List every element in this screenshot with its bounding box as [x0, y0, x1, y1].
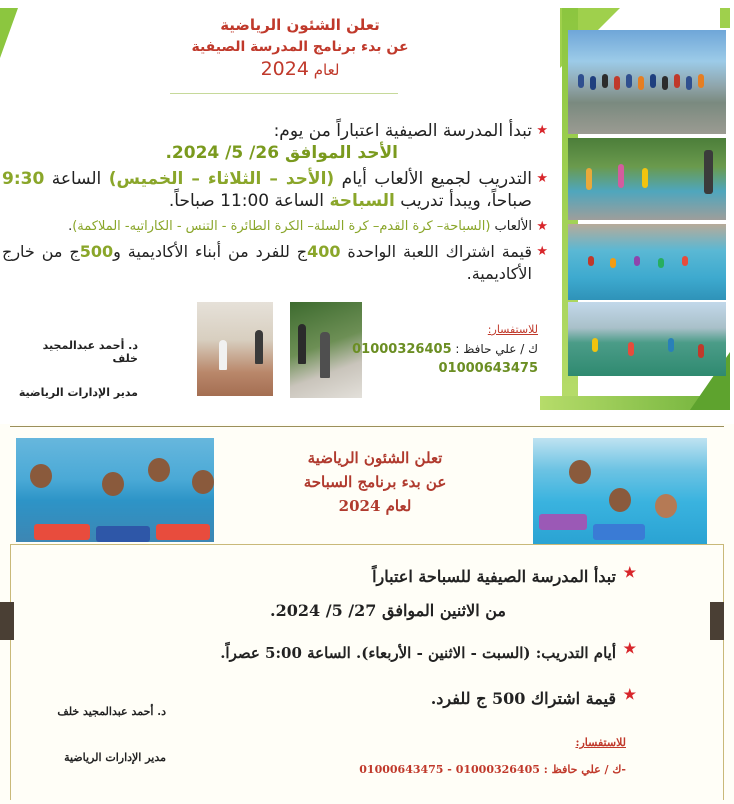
schedule-text: الساعة	[44, 169, 109, 189]
person-figure	[642, 168, 648, 188]
games-bullet	[2, 217, 548, 237]
poster-divider	[0, 412, 734, 424]
fee-members: 400	[307, 242, 341, 261]
person-figure	[686, 76, 692, 90]
group-photo	[568, 30, 726, 134]
player-figure	[592, 338, 598, 352]
fees-text: ج للفرد من أبناء الأكاديمية و	[113, 242, 308, 261]
fees-bullet	[2, 241, 548, 285]
frame-line	[10, 426, 724, 427]
signature-title: مدير الإدارات الرياضية	[64, 751, 166, 764]
swimmer-figure	[588, 256, 594, 266]
fee-text: قيمة اشتراك 500 ج للفرد.	[430, 689, 616, 708]
poster-header	[250, 446, 500, 518]
schedule-text: الساعة 11:00 صباحاً.	[168, 191, 330, 211]
person-figure	[698, 74, 704, 88]
kickboard	[539, 514, 587, 530]
poolside-photo	[568, 138, 726, 220]
contact-line	[352, 342, 538, 357]
inquiry-label: للاستفسار:	[487, 323, 538, 336]
star-bullet-icon: ★	[623, 687, 636, 703]
games-label: الألعاب	[490, 219, 532, 234]
star-bullet-icon: ★	[536, 244, 548, 259]
swimmer-figure	[658, 258, 664, 268]
training-days-text: أيام التدريب: (السبت - الاثنين - الأربعاء). الساعة 5:00 عصراً.	[220, 644, 616, 662]
green-corner-decoration	[0, 8, 18, 58]
child-figure	[148, 458, 170, 482]
child-figure	[569, 460, 591, 484]
announcer-line: تعلن الشئون الرياضية	[220, 16, 380, 34]
swimmer-figure	[634, 256, 640, 266]
person-figure	[650, 74, 656, 88]
signature-title: مدير الإدارات الرياضية	[18, 386, 138, 399]
child-figure	[655, 494, 677, 518]
swimmer-figure	[610, 258, 616, 268]
start-date-value: الأحد الموافق 26/ 5/ 2024.	[165, 143, 398, 163]
person-figure	[618, 164, 624, 188]
player-figure	[698, 344, 704, 358]
announcer-line: تعلن الشئون الرياضية	[307, 449, 443, 467]
kids-pool-photo	[16, 438, 214, 542]
kickboard	[156, 524, 210, 540]
fee-outsiders: 500	[79, 242, 114, 261]
announcement-body	[120, 566, 636, 710]
schedule-text: صباحاً، ويبدأ تدريب	[394, 191, 532, 211]
signature-name: د. أحمد عبدالمجيد خلف	[42, 339, 138, 365]
fees-text: ج من خارج الأكاديمية.	[2, 242, 532, 283]
pool-swimmers-photo	[568, 224, 726, 300]
year-line	[130, 58, 470, 81]
phone-number[interactable]: 01000326405	[352, 342, 452, 357]
person-figure	[626, 74, 632, 88]
phone-number[interactable]: 01000643475	[438, 361, 538, 376]
training-days: (الأحد – الثلاثاء – الخميس)	[108, 169, 335, 189]
person-figure	[602, 74, 608, 88]
fee-bullet	[120, 688, 636, 710]
contact-person: ك / علي حافظ :	[451, 342, 538, 356]
inquiry-label: للاستفسار:	[575, 736, 626, 749]
schedule-text: التدريب لجميع الألعاب أيام	[334, 169, 532, 189]
signature-name: د. أحمد عبدالمجيد خلف	[57, 705, 166, 718]
fees-text: قيمة اشتراك اللعبة الواحدة	[340, 242, 533, 261]
player-figure	[298, 324, 306, 364]
poster-header	[130, 14, 470, 81]
training-days-bullet	[120, 642, 636, 664]
player-figure	[668, 338, 674, 352]
star-bullet-icon: ★	[623, 565, 636, 581]
person-figure	[704, 150, 713, 194]
start-date-text: تبدأ المدرسة الصيفية اعتباراً من يوم:	[273, 121, 532, 141]
star-bullet-icon: ★	[623, 641, 636, 657]
star-bullet-icon: ★	[536, 219, 548, 234]
frame-tab-decoration	[710, 602, 724, 640]
frame-tab-decoration	[0, 602, 14, 640]
child-figure	[30, 464, 52, 488]
contact-block	[352, 323, 538, 376]
person-figure	[586, 168, 592, 190]
kickboard	[96, 526, 150, 542]
person-figure	[578, 74, 584, 88]
child-figure	[192, 470, 214, 494]
player-figure	[255, 330, 263, 364]
start-date-text: تبدأ المدرسة الصيفية للسباحة اعتباراً	[372, 567, 616, 586]
player-figure	[320, 332, 330, 378]
person-figure	[662, 76, 668, 90]
kickboard	[593, 524, 645, 540]
program-line: عن بدء برنامج السباحة	[303, 473, 447, 491]
swimming-word: السباحة	[329, 191, 395, 211]
announcement-body	[2, 120, 548, 285]
header-divider	[170, 93, 398, 94]
year-value: 2024	[260, 58, 309, 80]
kickboard	[34, 524, 90, 540]
player-figure	[628, 342, 634, 356]
start-date-value: من الاثنين الموافق 27/ 5/ 2024.	[270, 601, 506, 620]
child-figure	[609, 488, 631, 512]
phone-numbers[interactable]: -ك / علي حافظ : 01000326405 - 01000643475	[359, 763, 626, 776]
tennis-photo	[197, 302, 273, 396]
person-figure	[614, 76, 620, 90]
frame-line	[10, 544, 724, 545]
person-figure	[674, 74, 680, 88]
start-date-bullet	[120, 566, 636, 588]
program-line: عن بدء برنامج المدرسة الصيفية	[191, 39, 409, 55]
person-figure	[590, 76, 596, 90]
training-schedule-bullet	[2, 168, 548, 212]
training-time: 9:30	[2, 169, 45, 189]
person-figure	[638, 76, 644, 90]
frame-line	[10, 544, 11, 800]
child-figure	[102, 472, 124, 496]
year-prefix: لعام	[313, 61, 340, 79]
swimming-program-poster	[0, 424, 734, 804]
player-figure	[219, 340, 227, 370]
year-line: لعام 2024	[338, 497, 412, 515]
star-bullet-icon: ★	[536, 123, 548, 138]
star-bullet-icon: ★	[536, 171, 548, 186]
games-end: .	[68, 219, 73, 234]
kids-swimming-photo	[533, 438, 707, 544]
swimmer-figure	[682, 256, 688, 266]
frame-line	[723, 544, 724, 800]
contact-block	[330, 736, 626, 776]
green-corner-decoration	[720, 8, 730, 28]
games-list: (السباحة– كرة القدم– كرة السلة– الكرة الطائرة - التنس - الكاراتيه- الملاكمة)	[72, 219, 491, 234]
court-photo	[568, 302, 726, 376]
start-date-bullet	[2, 120, 548, 142]
